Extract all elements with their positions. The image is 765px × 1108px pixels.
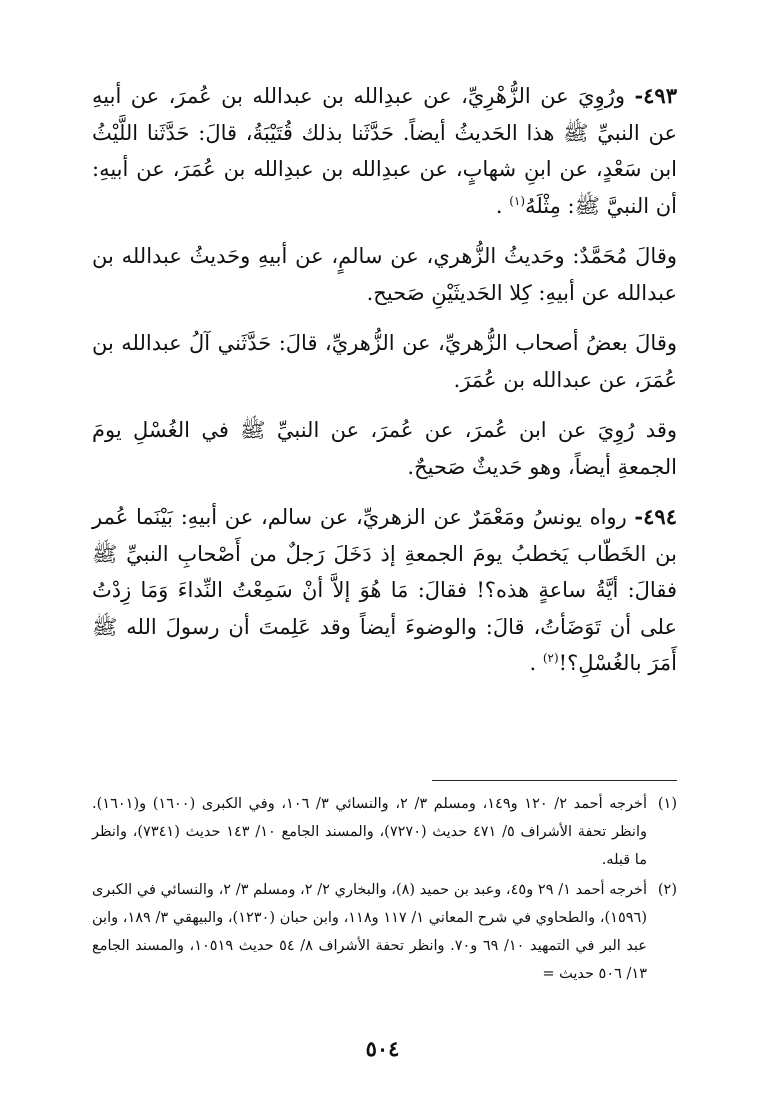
footnote-ref[interactable]: (١)	[509, 193, 526, 208]
footnote-2	[92, 876, 677, 988]
paragraph-text: وقد رُوِيَ عن ابن عُمرَ، عن عُمرَ، عن النبيِّ ﷺ في الغُسْلِ يومَ الجمعةِ أيضاً، وهو حَديثٌ صَحيحٌ.	[92, 418, 677, 479]
footnote-number: (١)	[657, 796, 677, 812]
footnote-text: أخرجه أحمد ٢/ ١٢٠ و١٤٩، ومسلم ٣/ ٢، والنسائي ٣/ ١٠٦، وفي الكبرى (١٦٠٠) و(١٦٠١). وانظر تحفة الأشراف ٥/ ٤٧١ حديث (٧٢٧٠)، والمسند الجامع ١٠/ ١٤٣ حديث (٧٣٤١)، وانظر ما قبله.	[92, 796, 647, 868]
paragraph-tail: .	[495, 193, 510, 218]
footnote-divider	[432, 780, 677, 781]
hadith-number: ٤٩٤-	[634, 504, 677, 529]
paragraph-493	[92, 78, 677, 224]
page-number: ٥٠٤	[365, 1036, 400, 1061]
footnotes	[92, 790, 677, 990]
paragraph-494	[92, 499, 677, 682]
paragraph-text: رواه يونسُ ومَعْمَرٌ عن الزهريِّ، عن سالم، عن أبيهِ: بَيْنَما عُمر بن الخَطّاب يَخطبُ يومَ الجمعةِ إذ دَخَلَ رَجلٌ من أَصْحابِ النبيِّ ﷺ فقالَ: أيَّةُ ساعةٍ هذه؟! فقالَ: مَا هُوَ إلاَّ أنْ سَمِعْتُ النِّداءَ وَمَا زِدْتُ على أن تَوَضَأتُ، قالَ: والوضوءَ أيضاً وقد عَلِمتَ أن رسولَ الله ﷺ أَمَرَ بالغُسْلِ؟!	[92, 505, 677, 675]
paragraph-muhammad-comment	[92, 238, 677, 311]
paragraph-tail: .	[529, 651, 543, 675]
main-text	[92, 78, 677, 696]
paragraph-text: ورُوِيَ عن الزُّهْرِيِّ، عن عبدِالله بن عبدالله بن عُمرَ، عن أبيهِ عن النبيِّ ﷺ هذا الحَديثُ أيضاً. حَدَّثَنا بذلك قُتَيْبَةُ، قالَ: حَدَّثَنا اللَّيْثُ ابن سَعْدٍ، عن ابنِ شهابٍ، عن عبدِالله بن عبدِالله بن عُمَرَ، عن أبيهِ: أن النبيَّ ﷺ: مِثْلَهُ	[92, 84, 677, 218]
hadith-number: ٤٩٣-	[634, 83, 677, 108]
paragraph-text: وقالَ مُحَمَّدٌ: وحَديثُ الزُّهري، عن سالمٍ، عن أبيهِ وحَديثُ عبدالله بن عبدالله عن أبيهِ: كِلا الحَديثَيْنِ صَحيح.	[92, 244, 677, 305]
footnote-text: أخرجه أحمد ١/ ٢٩ و٤٥، وعبد بن حميد (٨)، والبخاري ٢/ ٢، ومسلم ٣/ ٢، والنسائي في الكبرى (١٥٩٦)، والطحاوي في شرح المعاني ١/ ١١٧ و١١٨، وابن حبان (١٢٣٠)، والبيهقي ٣/ ١٨٩، وابن عبد البر في التمهيد ١٠/ ٦٩ و٧٠. وانظر تحفة الأشراف ٨/ ٥٤ حديث ١٠٥١٩، والمسند الجامع ١٣/ ٥٠٦ حديث =	[92, 882, 648, 982]
footnote-number: (٢)	[657, 882, 677, 898]
paragraph-text: وقالَ بعضُ أصحاب الزُّهريِّ، عن الزُّهريِّ، قالَ: حَدَّثَني آلُ عبدالله بن عُمَرَ، عن عبدالله بن عُمَرَ.	[92, 331, 677, 392]
paragraph-ibn-umar	[92, 412, 677, 485]
footnote-ref[interactable]: (٢)	[542, 651, 559, 665]
footnote-1	[92, 790, 677, 874]
paragraph-zuhri-companions	[92, 325, 677, 398]
